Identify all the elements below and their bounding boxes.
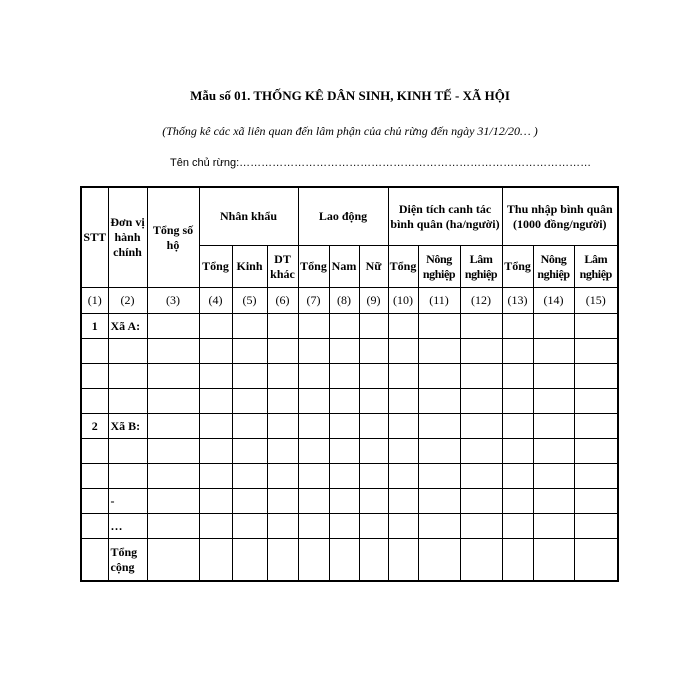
- table-cell: [502, 464, 533, 489]
- table-cell: [359, 389, 388, 414]
- table-cell: [298, 439, 329, 464]
- table-cell: [460, 389, 502, 414]
- table-cell: [232, 464, 267, 489]
- row-unit-name: [108, 339, 147, 364]
- table-cell: [232, 439, 267, 464]
- column-number: (3): [147, 288, 199, 314]
- table-row: [81, 514, 618, 539]
- table-cell: [232, 389, 267, 414]
- table-cell: [298, 464, 329, 489]
- table-cell: [199, 389, 232, 414]
- table-cell: [147, 314, 199, 339]
- table-cell: [388, 414, 418, 439]
- table-row: [81, 489, 618, 514]
- table-cell: [298, 539, 329, 582]
- table-cell: [418, 389, 460, 414]
- table-cell: [329, 414, 359, 439]
- table-cell: [199, 339, 232, 364]
- total-label: Tổng cộng: [108, 539, 147, 582]
- table-cell: [388, 339, 418, 364]
- row-unit-name: Xã B:: [108, 414, 147, 439]
- subheader-population-total: Tổng: [199, 246, 232, 288]
- table-cell: [329, 514, 359, 539]
- table-cell: [199, 539, 232, 582]
- table-cell: [418, 439, 460, 464]
- table-cell: [232, 364, 267, 389]
- table-cell: [502, 389, 533, 414]
- table-cell: [502, 439, 533, 464]
- table-cell: [418, 314, 460, 339]
- table-cell: [533, 339, 574, 364]
- form-subtitle: (Thống kê các xã liên quan đến lâm phận của chủ rừng đến ngày 31/12/20… ): [162, 124, 538, 138]
- table-cell: [359, 514, 388, 539]
- row-unit-name: Xã A:: [108, 314, 147, 339]
- table-cell: [388, 539, 418, 582]
- table-cell: [298, 364, 329, 389]
- table-cell: [267, 514, 298, 539]
- table-cell: [329, 364, 359, 389]
- table-cell: [267, 539, 298, 582]
- table-cell: [574, 464, 618, 489]
- row-stt: 1: [81, 314, 108, 339]
- table-cell: [533, 314, 574, 339]
- table-cell: [359, 464, 388, 489]
- table-cell: [533, 464, 574, 489]
- table-cell: [388, 489, 418, 514]
- statistics-table: [80, 186, 619, 582]
- table-cell: [329, 339, 359, 364]
- table-cell: [147, 339, 199, 364]
- row-stt: [81, 339, 108, 364]
- row-unit-name: [108, 439, 147, 464]
- table-cell: [359, 314, 388, 339]
- row-stt: [81, 439, 108, 464]
- table-cell: [232, 314, 267, 339]
- table-cell: [418, 539, 460, 582]
- header-cultivated-area: Diện tích canh tác bình quân (ha/người): [388, 187, 502, 246]
- table-cell: [418, 364, 460, 389]
- table-cell: [388, 514, 418, 539]
- column-number: (11): [418, 288, 460, 314]
- column-number: (1): [81, 288, 108, 314]
- header-labor: Lao động: [298, 187, 388, 246]
- table-cell: [359, 364, 388, 389]
- header-row-1: [81, 187, 618, 246]
- table-cell: [460, 364, 502, 389]
- table-row: [81, 314, 618, 339]
- table-cell: [460, 489, 502, 514]
- table-row: [81, 439, 618, 464]
- table-cell: [418, 514, 460, 539]
- table-cell: [147, 414, 199, 439]
- table-cell: [267, 364, 298, 389]
- table-cell: [298, 339, 329, 364]
- subheader-labor-male: Nam: [329, 246, 359, 288]
- table-cell: [147, 364, 199, 389]
- table-cell: [147, 439, 199, 464]
- column-number: (2): [108, 288, 147, 314]
- forest-owner-line: Tên chủ rừng:……………………………………………………………………………………: [170, 157, 592, 169]
- header-total-households: Tổng số hộ: [147, 187, 199, 288]
- subheader-income-total: Tổng: [502, 246, 533, 288]
- table-cell: [388, 439, 418, 464]
- column-number: (10): [388, 288, 418, 314]
- table-cell: [502, 539, 533, 582]
- table-cell: [460, 514, 502, 539]
- column-number: (8): [329, 288, 359, 314]
- table-cell: [298, 389, 329, 414]
- row-stt: [81, 489, 108, 514]
- table-cell: [574, 314, 618, 339]
- table-cell: [199, 439, 232, 464]
- table-cell: [359, 439, 388, 464]
- table-cell: [199, 489, 232, 514]
- row-unit-name: -: [108, 489, 147, 514]
- table-cell: [267, 439, 298, 464]
- table-cell: [267, 389, 298, 414]
- table-cell: [502, 314, 533, 339]
- table-cell: [359, 489, 388, 514]
- row-unit-name: [108, 389, 147, 414]
- table-cell: [232, 489, 267, 514]
- table-cell: [460, 464, 502, 489]
- subheader-area-agriculture: Nông nghiệp: [418, 246, 460, 288]
- table-cell: [199, 314, 232, 339]
- table-cell: [533, 389, 574, 414]
- table-row: [81, 389, 618, 414]
- header-average-income: Thu nhập bình quân (1000 đồng/người): [502, 187, 618, 246]
- table-row: [81, 339, 618, 364]
- table-cell: [359, 539, 388, 582]
- subheader-labor-female: Nữ: [359, 246, 388, 288]
- table-cell: [298, 314, 329, 339]
- table-cell: [574, 364, 618, 389]
- table-cell: [199, 464, 232, 489]
- table-cell: [388, 364, 418, 389]
- table-cell: [460, 439, 502, 464]
- header-admin-unit: Đơn vị hành chính: [108, 187, 147, 288]
- table-cell: [147, 514, 199, 539]
- table-cell: [574, 489, 618, 514]
- table-row: [81, 414, 618, 439]
- row-unit-name: [108, 364, 147, 389]
- row-stt: [81, 514, 108, 539]
- table-cell: [502, 489, 533, 514]
- table-cell: [267, 314, 298, 339]
- table-cell: [502, 364, 533, 389]
- column-number: (13): [502, 288, 533, 314]
- table-cell: [147, 489, 199, 514]
- table-cell: [199, 514, 232, 539]
- table-cell: [533, 414, 574, 439]
- table-cell: [460, 414, 502, 439]
- subheader-population-kinh: Kinh: [232, 246, 267, 288]
- subheader-area-total: Tổng: [388, 246, 418, 288]
- table-cell: [232, 339, 267, 364]
- subheader-labor-total: Tổng: [298, 246, 329, 288]
- table-cell: [502, 339, 533, 364]
- table-cell: [298, 489, 329, 514]
- table-cell: [267, 339, 298, 364]
- table-cell: [267, 414, 298, 439]
- table-cell: [460, 314, 502, 339]
- header-stt: STT: [81, 187, 108, 288]
- table-cell: [533, 489, 574, 514]
- table-cell: [533, 364, 574, 389]
- column-number: (12): [460, 288, 502, 314]
- column-number: (15): [574, 288, 618, 314]
- table-cell: [388, 314, 418, 339]
- table-cell: [232, 514, 267, 539]
- form-title: Mẫu số 01. THỐNG KÊ DÂN SINH, KINH TẾ - XÃ HỘI: [190, 88, 510, 103]
- header-population: Nhân khẩu: [199, 187, 298, 246]
- data-rows: [81, 314, 618, 539]
- table-cell: [199, 364, 232, 389]
- table-cell: [329, 314, 359, 339]
- subheader-population-other-ethnic: DT khác: [267, 246, 298, 288]
- table-cell: [329, 489, 359, 514]
- subheader-area-forestry: Lâm nghiệp: [460, 246, 502, 288]
- table-cell: [460, 539, 502, 582]
- row-stt: 2: [81, 414, 108, 439]
- table-cell: [533, 439, 574, 464]
- table-cell: [267, 489, 298, 514]
- table-cell: [574, 389, 618, 414]
- column-number: (4): [199, 288, 232, 314]
- subheader-income-agriculture: Nông nghiệp: [533, 246, 574, 288]
- total-stt-cell: [81, 539, 108, 582]
- table-cell: [199, 414, 232, 439]
- table-cell: [359, 414, 388, 439]
- table-cell: [267, 464, 298, 489]
- table-cell: [574, 514, 618, 539]
- table-cell: [232, 539, 267, 582]
- table-cell: [147, 539, 199, 582]
- table-cell: [298, 414, 329, 439]
- subheader-income-forestry: Lâm nghiệp: [574, 246, 618, 288]
- table-cell: [329, 539, 359, 582]
- column-number: (14): [533, 288, 574, 314]
- table-cell: [298, 514, 329, 539]
- table-cell: [418, 339, 460, 364]
- table-cell: [329, 439, 359, 464]
- table-cell: [574, 339, 618, 364]
- table-cell: [418, 489, 460, 514]
- table-cell: [418, 464, 460, 489]
- table-row: [81, 464, 618, 489]
- column-number-row: [81, 288, 618, 314]
- row-unit-name: …: [108, 514, 147, 539]
- table-cell: [329, 389, 359, 414]
- table-cell: [388, 464, 418, 489]
- column-number: (9): [359, 288, 388, 314]
- column-number: (7): [298, 288, 329, 314]
- row-unit-name: [108, 464, 147, 489]
- table-row: [81, 364, 618, 389]
- table-cell: [574, 414, 618, 439]
- column-number: (6): [267, 288, 298, 314]
- table-cell: [147, 389, 199, 414]
- table-cell: [329, 464, 359, 489]
- table-cell: [359, 339, 388, 364]
- table-cell: [502, 414, 533, 439]
- table-cell: [574, 439, 618, 464]
- table-cell: [418, 414, 460, 439]
- table-cell: [147, 464, 199, 489]
- table-cell: [232, 414, 267, 439]
- row-stt: [81, 364, 108, 389]
- total-row: [81, 539, 618, 582]
- row-stt: [81, 389, 108, 414]
- table-cell: [574, 539, 618, 582]
- table-cell: [533, 539, 574, 582]
- table-cell: [533, 514, 574, 539]
- row-stt: [81, 464, 108, 489]
- table-cell: [388, 389, 418, 414]
- column-number: (5): [232, 288, 267, 314]
- table-cell: [502, 514, 533, 539]
- table-cell: [460, 339, 502, 364]
